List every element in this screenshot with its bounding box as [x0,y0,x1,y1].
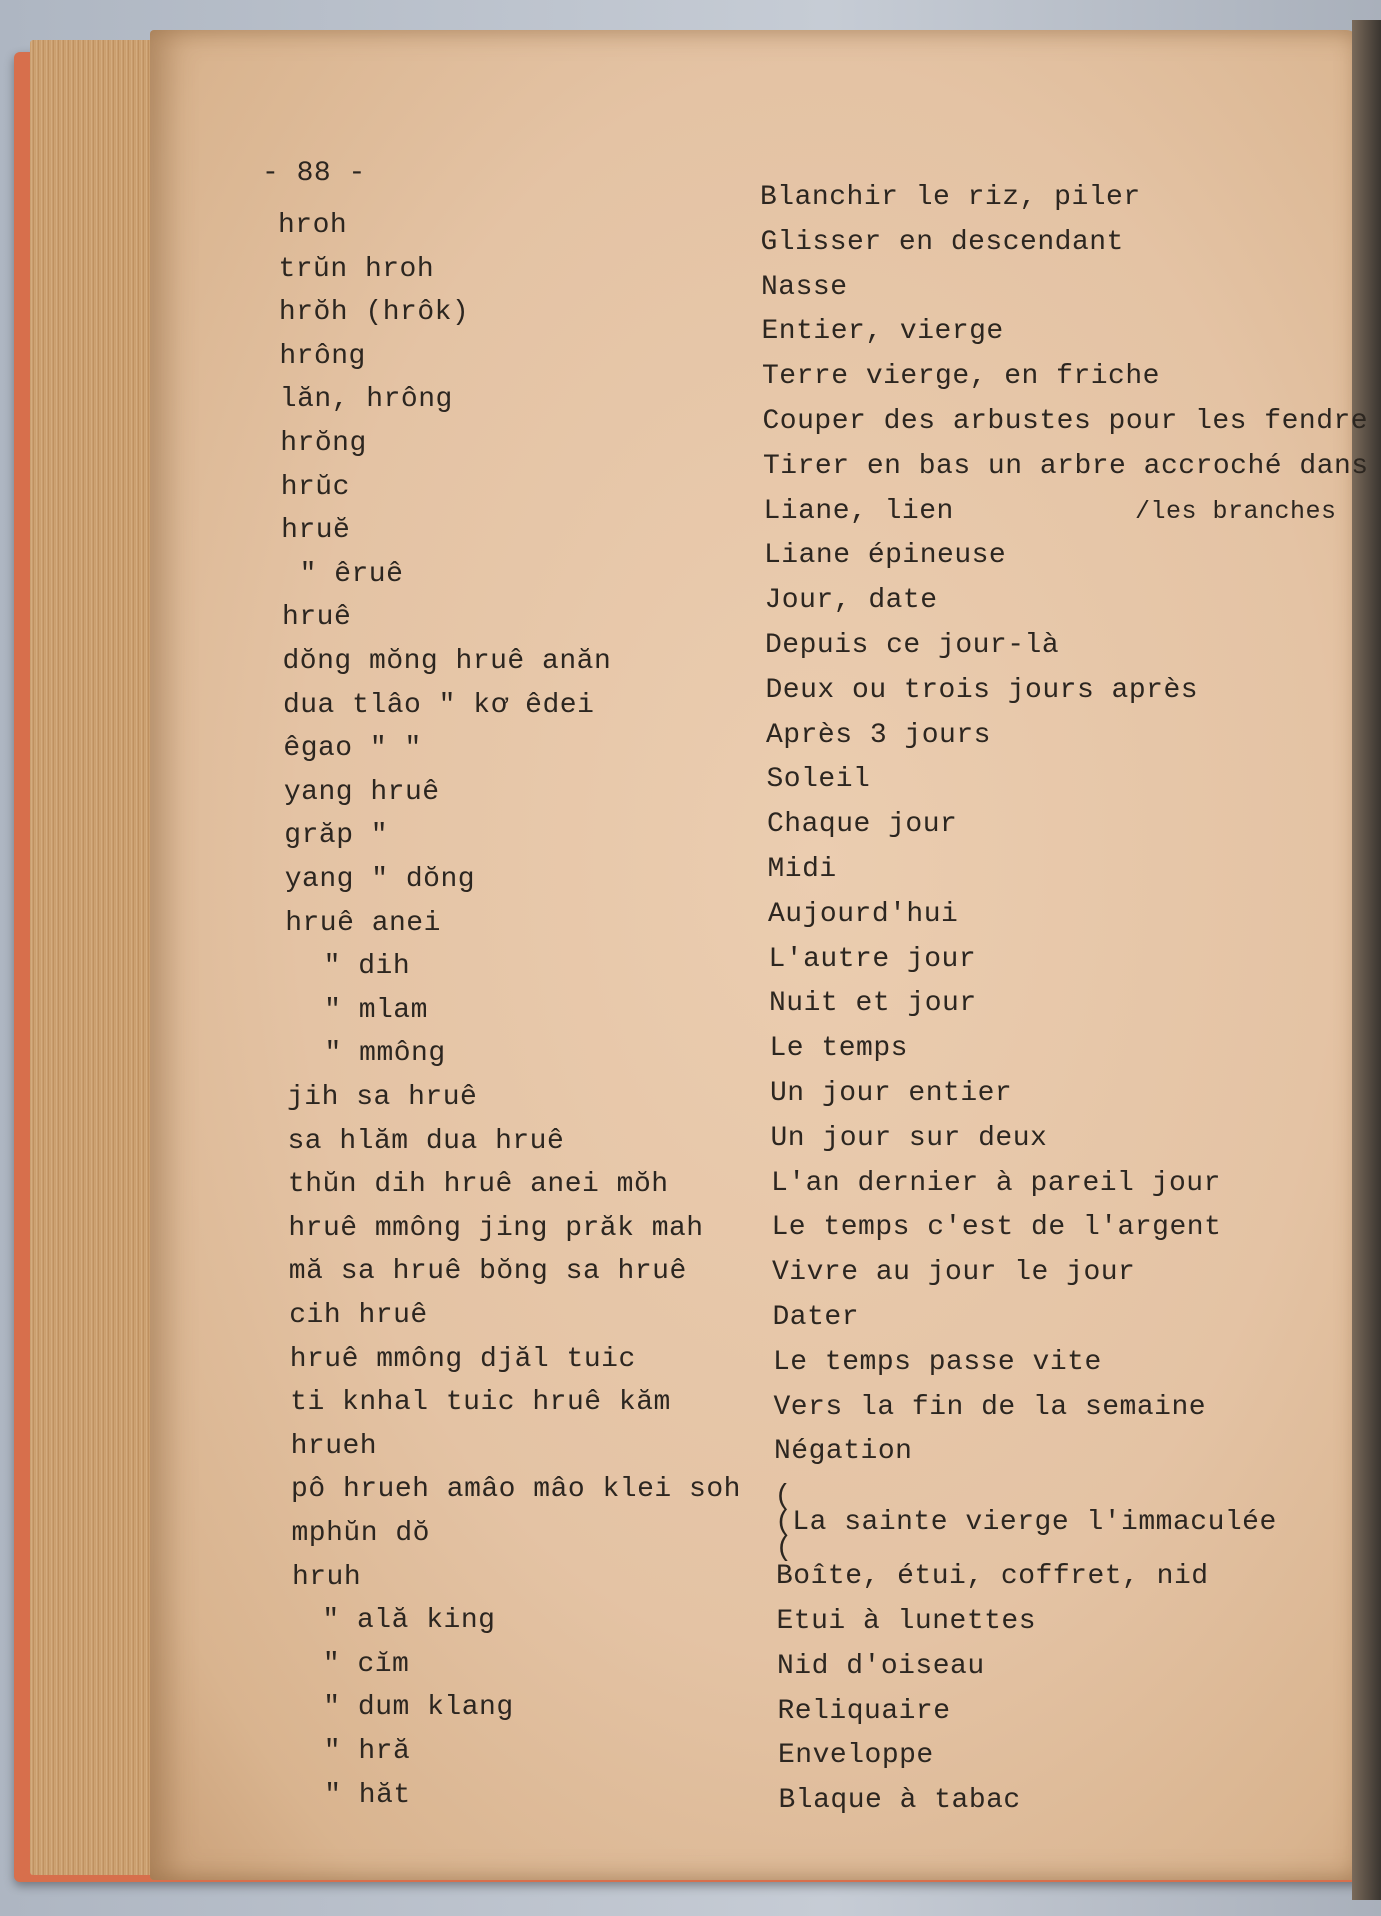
definition-entry: Négation [774,1436,913,1468]
term-entry: jih sa hruê [287,1082,478,1113]
definition-entry: Un jour sur deux [770,1122,1048,1154]
definition-entry: Blanchir le riz, piler [760,182,1141,213]
definition-entry: Vers la fin de la semaine [773,1391,1207,1423]
definition-entry: Nasse [761,271,848,303]
definition-entry: Jour, date [764,585,938,617]
term-entry: hrông [279,340,366,372]
definition-entry: Etui à lunettes [776,1606,1037,1637]
term-entry: " hăt [324,1779,411,1811]
term-entry: grăp " [284,820,389,852]
definition-entry: Boîte, étui, coffret, nid [776,1561,1209,1593]
term-entry: sa hlăm dua hruê [287,1125,565,1157]
definition-entry: L'an dernier à pareil jour [771,1167,1221,1199]
term-entry: yang " dŏng [284,864,476,895]
term-entry: hruĕ [281,515,351,547]
definition-entry: Tirer en bas un arbre accroché dans [763,450,1369,482]
term-entry: " mmông [324,1038,446,1070]
term-entry: hrŏh (hrôk) [278,297,470,329]
definition-entry: Liane, lien [763,495,954,527]
term-entry: hruê anei [285,907,441,939]
term-entry: hrŏng [280,428,367,459]
term-entry: hruê mmông jing prăk mah [288,1212,704,1244]
definition-entry: L'autre jour [768,943,977,975]
term-entry: hruê mmông djăl tuic [289,1343,636,1375]
term-entry: " dih [323,951,411,983]
term-entry: mphŭn dŏ [291,1518,430,1549]
term-entry: yang hruê [283,776,440,808]
definition-entry: Deux ou trois jours après [765,674,1199,706]
term-entry: hroh [278,210,348,241]
definition-entry: Vivre au jour le jour [772,1257,1136,1289]
term-entry: " dum klang [323,1692,514,1724]
definition-entry: ( [774,1481,792,1513]
term-entry: cih hruê [289,1300,428,1331]
term-entry: " ală king [322,1605,496,1637]
term-entry: hruh [291,1561,362,1593]
term-entry: pô hrueh amâo mâo klei soh [291,1474,741,1506]
term-entry: mă sa hruê bŏng sa hruê [288,1256,687,1288]
term-entry: trŭn hroh [278,253,435,285]
term-entry: dua tlâo " kơ êdei [282,689,595,721]
term-entry: " hră [323,1736,411,1767]
definition-entry: Après 3 jours [766,719,991,751]
definition-entry: Le temps passe vite [773,1346,1102,1378]
page-number: - 88 - [262,158,366,189]
definition-entry: ( [775,1533,793,1565]
definition-entry: Nid d'oiseau [777,1650,985,1682]
definition-entry: Couper des arbustes pour les fendre [762,406,1369,437]
term-entry: thŭn dih hruê anei mŏh [287,1169,669,1201]
definition-entry: Aujourd'hui [768,898,959,930]
term-entry: " cĭm [322,1648,410,1680]
definition-entry: Le temps [769,1033,908,1065]
term-entry: êgao " " [283,733,422,765]
definition-entry: Chaque jour [767,809,958,841]
term-entry: " êruê [299,558,404,590]
facing-page-edge [1352,20,1381,1900]
definition-entry: Un jour entier [770,1078,1013,1109]
term-entry: lăn, hrông [279,384,453,416]
term-entry: hrueh [290,1430,378,1462]
definition-entry: Glisser en descendant [760,226,1124,258]
definition-entry: Entier, vierge [761,316,1004,348]
definition-entry: Soleil [766,764,871,796]
definition-entry: Reliquaire [777,1695,951,1727]
definition-entry: Depuis ce jour-là [765,630,1060,661]
term-entry: hruê [282,602,352,634]
continuation-note: /les branches [1135,497,1337,526]
term-entry: hrŭc [280,471,350,503]
term-entry: ti knhal tuic hruê kăm [290,1387,671,1419]
definition-entry: (La sainte vierge l'immaculée [775,1507,1277,1539]
definition-entry: Dater [772,1302,860,1333]
term-entry: dŏng mŏng hruê anăn [282,646,612,677]
definition-entry: Nuit et jour [769,988,977,1020]
term-entry: " mlam [324,994,428,1026]
definition-entry: Midi [767,854,837,885]
definition-entry: Blaque à tabac [778,1785,1021,1817]
definition-entry: Liane épineuse [764,540,1007,572]
definition-entry: Enveloppe [778,1740,934,1772]
definition-entry: Terre vierge, en friche [762,361,1160,393]
definition-entry: Le temps c'est de l'argent [771,1212,1222,1244]
